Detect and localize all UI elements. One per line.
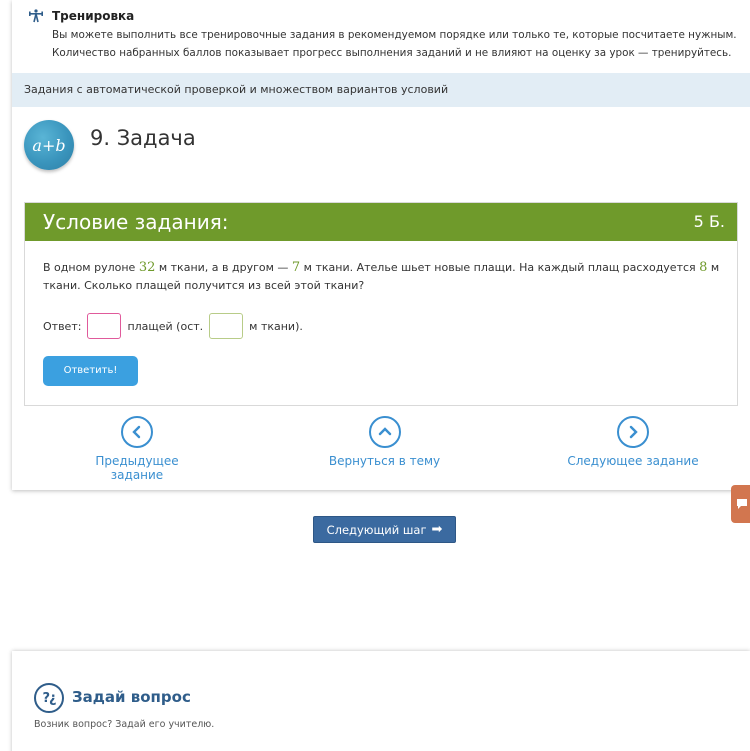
training-title: Тренировка (52, 9, 135, 23)
training-description (52, 27, 742, 62)
coats-count-input[interactable] (87, 313, 121, 339)
chat-bubble-icon[interactable] (735, 497, 749, 511)
next-step-button[interactable] (313, 516, 456, 543)
ask-question-title[interactable]: Задай вопрос (72, 688, 191, 706)
remainder-input[interactable] (209, 313, 243, 339)
condition-panel (24, 202, 738, 406)
training-card (12, 0, 750, 490)
answer-label: Ответ: (43, 319, 82, 333)
task-title: 9. Задача (90, 126, 196, 150)
training-line-2: Количество набранных баллов показывает прогресс выполнения заданий и не влияют на оценку за урок — тренируйтесь. (52, 46, 732, 59)
problem-text-part-3: м ткани. Ателье шьет новые плащи. На каждый плащ расходуется (300, 261, 700, 274)
number-8: 8 (699, 260, 708, 275)
number-32: 32 (138, 260, 156, 275)
ask-question-card (12, 651, 750, 751)
prev-task-link[interactable] (72, 416, 202, 482)
ask-question-subtitle: Возник вопрос? Задай его учителю. (34, 719, 215, 730)
dumbbell-icon (28, 8, 44, 24)
training-line-1: Вы можете выполнить все тренировочные задания в рекомендуемом порядке или только те, которые посчитаете нужным. (52, 29, 737, 41)
feedback-side-tab[interactable] (731, 485, 750, 523)
problem-text-part-4: м ткани. Сколько плащей получится из всей этой ткани? (43, 261, 720, 292)
problem-text-part-1: В одном рулоне (43, 261, 139, 274)
back-to-topic-link[interactable] (322, 416, 447, 468)
back-to-topic-label[interactable]: Вернуться в тему (328, 454, 441, 468)
chevron-left-icon[interactable] (121, 416, 153, 448)
chevron-up-icon[interactable] (369, 416, 401, 448)
condition-title: Условие задания: (43, 210, 229, 234)
chevron-right-icon[interactable] (617, 416, 649, 448)
number-7: 7 (291, 260, 301, 275)
arrow-right-icon: ➡ (431, 522, 443, 537)
prev-task-label[interactable]: Предыдущее задание (95, 454, 179, 482)
condition-header (25, 203, 737, 241)
next-task-label[interactable]: Следующее задание (567, 454, 699, 468)
answer-row (43, 313, 303, 339)
problem-text-part-2: м ткани, а в другом — (155, 261, 292, 274)
next-task-link[interactable] (567, 416, 699, 468)
training-header (28, 8, 134, 24)
next-step-label: Следующий шаг (326, 522, 427, 537)
submit-answer-button[interactable]: Ответить! (43, 356, 138, 386)
answer-remainder-label: м ткани). (249, 319, 303, 333)
task-type-subheader: Задания с автоматической проверкой и множеством вариантов условий (12, 73, 750, 107)
points-label: 5 Б. (693, 212, 725, 231)
task-badge-icon: a+b (24, 120, 74, 170)
question-icon: ?¿ (34, 683, 64, 713)
problem-text (43, 259, 733, 295)
answer-coats-label: плащей (ост. (127, 319, 204, 333)
